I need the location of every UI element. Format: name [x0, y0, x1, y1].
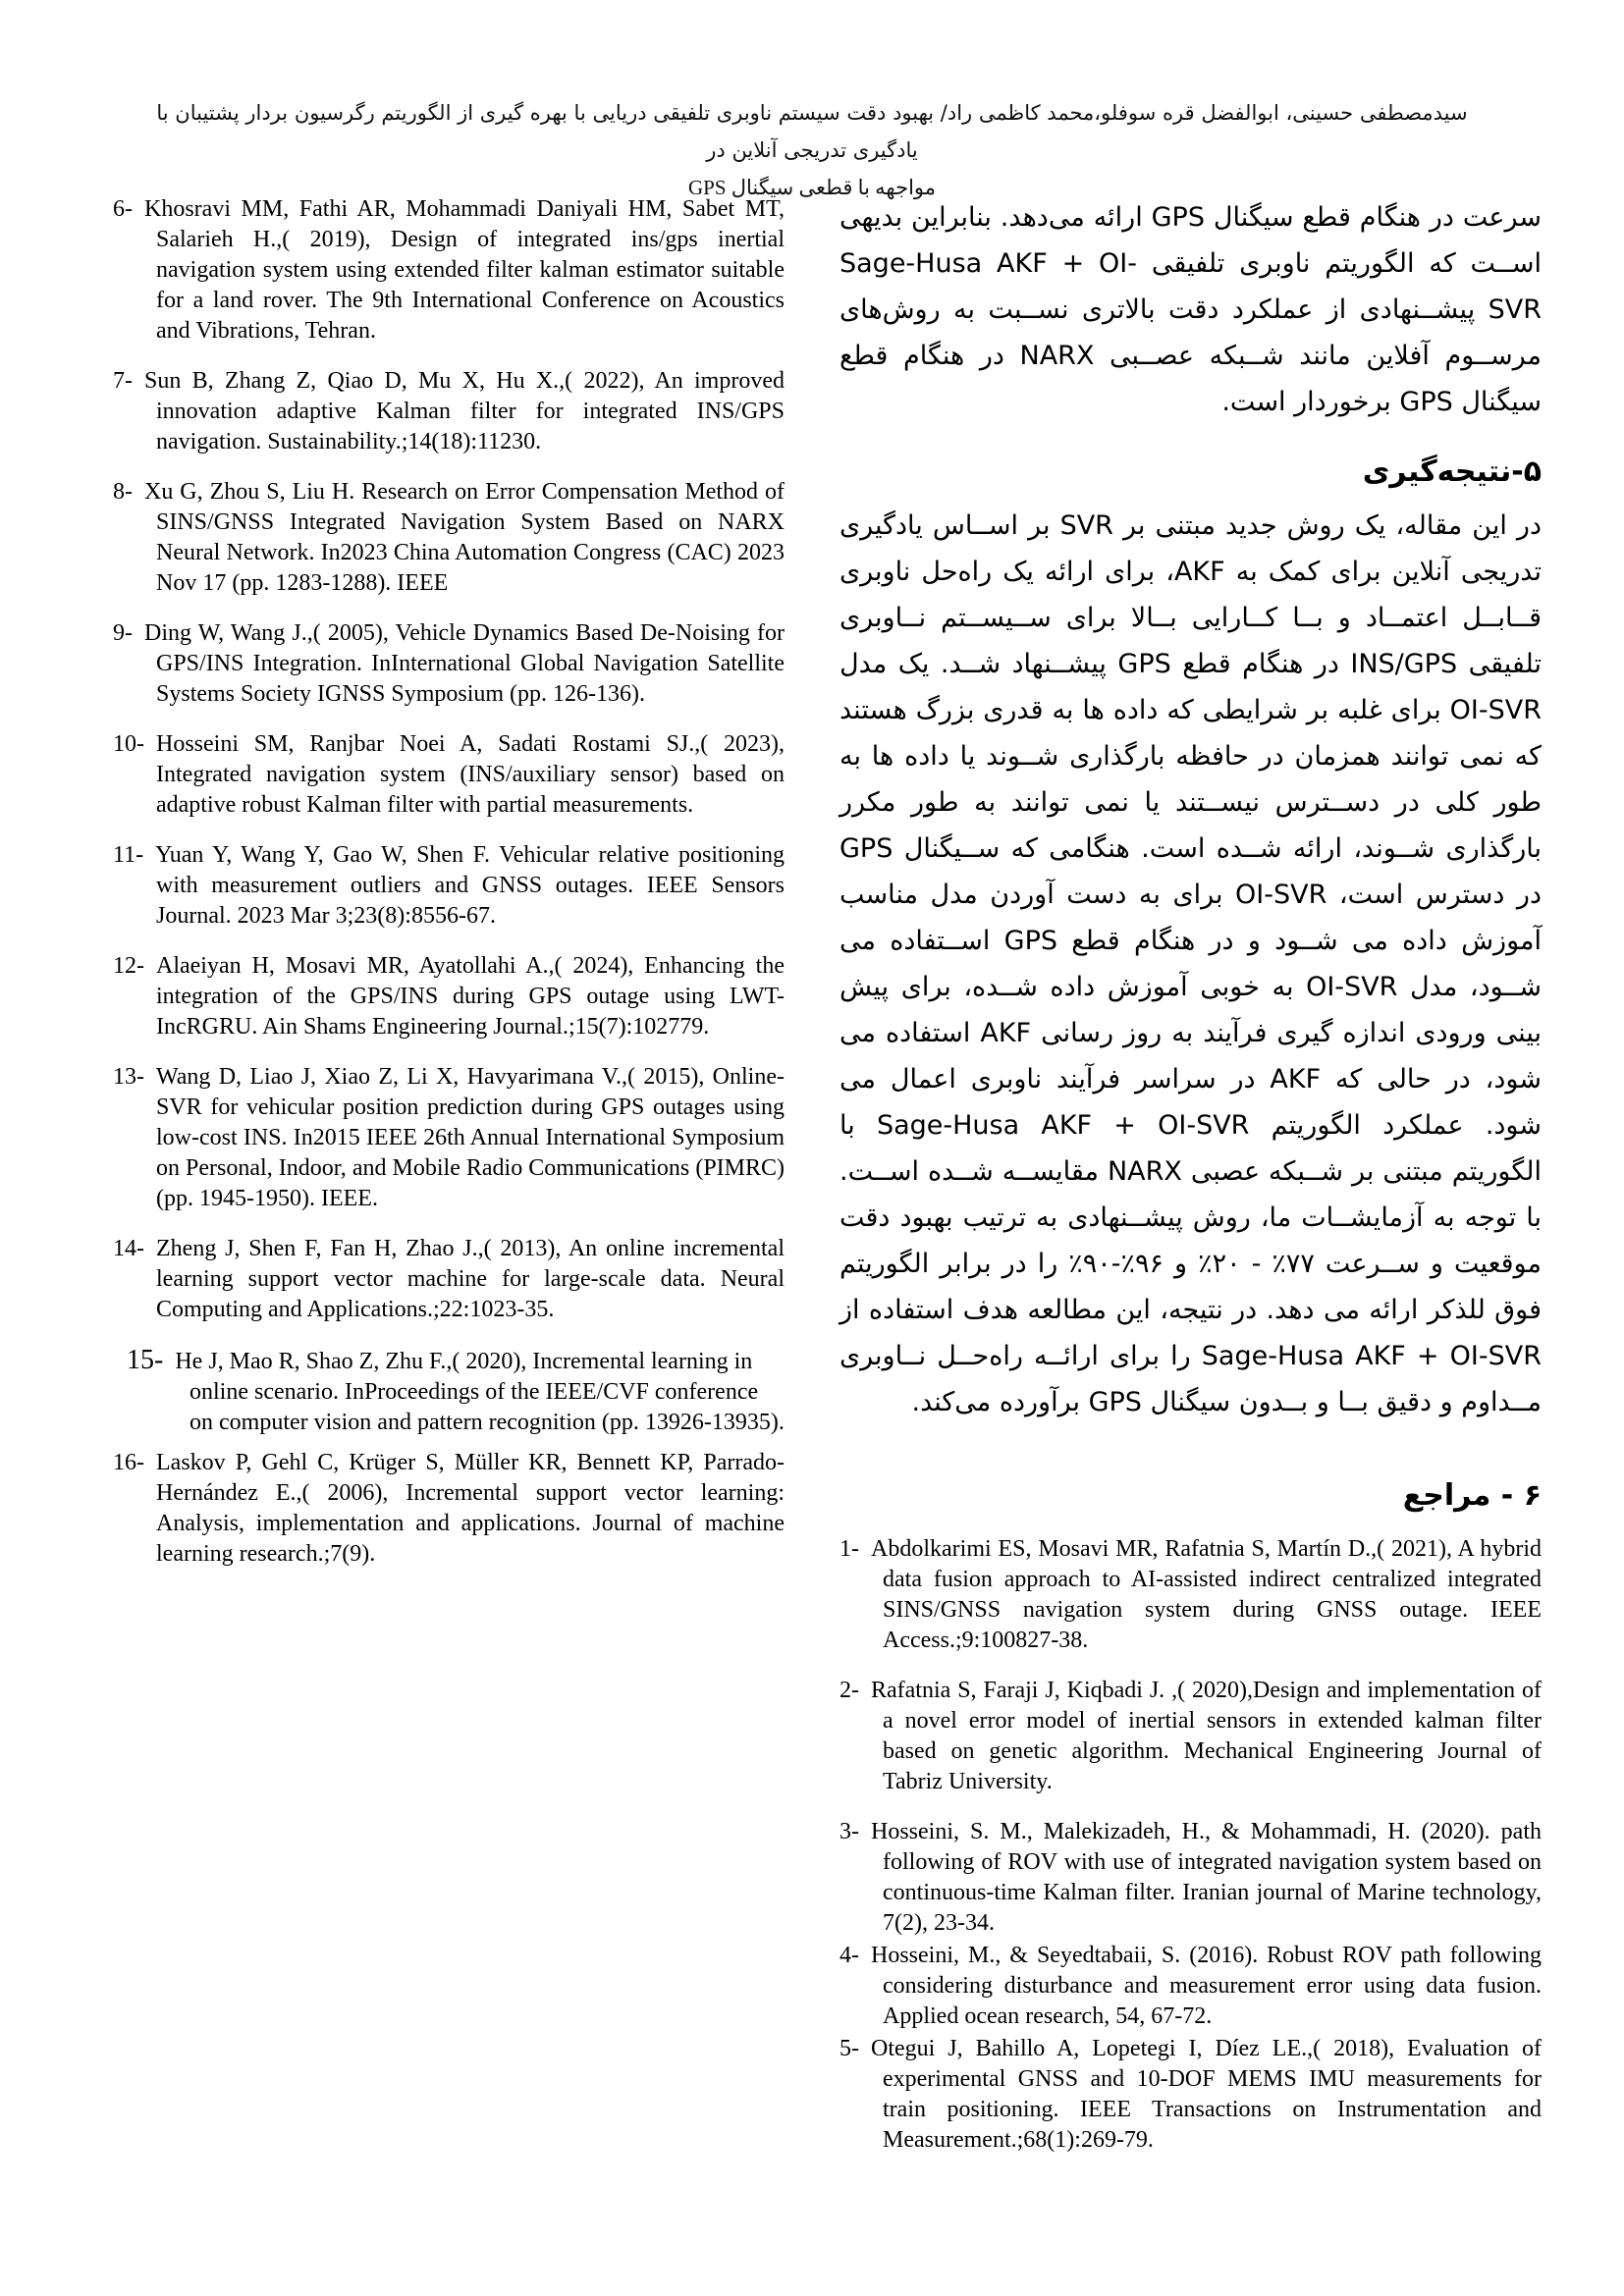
reference-item-12: [113, 951, 785, 1042]
reference-text: Rafatnia S, Faraji J, Kiqbadi J. ,( 2020),Design and implementation of a novel error model of inertial sensors in extended kalman filter based on genetic algorithm. Mechanical Engineering Journal of Tabriz University.: [871, 1678, 1542, 1794]
reference-number: 6-: [113, 196, 133, 222]
reference-text: He J, Mao R, Shao Z, Zhu F.,( 2020), Incremental learning in online scenario. InProceedings of the IEEE/CVF conference on computer vision and pattern recognition (pp. 13926-13935).: [175, 1349, 785, 1435]
reference-text: Sun B, Zhang Z, Qiao D, Mu X, Hu X.,( 2022), An improved innovation adaptive Kalman filter for integrated INS/GPS navigation. Sustainability.;14(18):11230.: [144, 368, 785, 454]
reference-item-1: [839, 1534, 1542, 1656]
reference-item-16: [113, 1448, 785, 1570]
reference-number: 3-: [839, 1819, 859, 1844]
reference-text: Hosseini, M., & Seyedtabaii, S. (2016). Robust ROV path following considering disturbance and measurement error using data fusion. Applied ocean research, 54, 67-72.: [871, 1943, 1542, 2029]
section-heading-conclusion: ۵-نتیجه‌گیری: [1362, 454, 1542, 489]
reference-item-3: [839, 1817, 1542, 1939]
reference-number: 12-: [113, 953, 144, 979]
reference-item-2: [839, 1676, 1542, 1797]
running-header: [128, 94, 1496, 206]
reference-number: 10-: [113, 731, 144, 757]
reference-number: 14-: [113, 1236, 144, 1261]
main-column-right: [839, 194, 1542, 2158]
reference-item-7: [113, 366, 785, 457]
reference-number: 15-: [127, 1345, 164, 1375]
reference-item-11: [113, 840, 785, 932]
reference-text: Khosravi MM, Fathi AR, Mohammadi Daniyali HM, Sabet MT, Salarieh H.,( 2019), Design of integrated ins/gps inertial navigation system using extended filter kalman estimator suitable for a land rover. The 9th International Conference on Acoustics and Vibrations, Tehran.: [144, 196, 785, 344]
references-column-right: [839, 1534, 1542, 2156]
conclusion-body-paragraph: در این مقاله، یک روش جدید مبتنی بر SVR بر اســاس یادگیری تدریجی آنلاین برای کمک به AKF، برای ارائه یک راه‌حل ناوبری قــابــل اعتمــاد و بــا کــارایی بــالا برای ســیســتم نــاوبری تلفیقی INS/GPS در هنگام قطع GPS پیشــنهاد شــد. یک مدل OI-SVR برای غلبه بر شرایطی که داده ها به قدری بزرگ هستند که نمی توانند همزمان در حافظه بارگذاری شــوند یا داده ها به طور کلی در دســترس نیســتند یا نمی توانند به طور مکرر بارگذاری شــوند، ارائه شــده است. هنگامی که ســیگنال GPS در دسترس است، OI-SVR برای به دست آوردن مدل مناسب آموزش داده می شــود و در هنگام قطع GPS اســتفاده می شــود، مدل OI-SVR به خوبی آموزش داده شــده، برای پیش بینی ورودی اندازه گیری فرآیند به روز رسانی AKF استفاده می شود، در حالی که AKF در سراسر فرآیند ناوبری اعمال می شود. عملکرد الگوریتم Sage-Husa AKF + OI-SVR با الگوریتم مبتنی بر شــبکه عصبی NARX مقایســه شــده اســت. با توجه به آزمایشــات ما، روش پیشــنهادی به ترتیب بهبود دقت موقعیت و ســرعت ۷۷٪ - ۲۰٪ و ۹۶٪-۹۰٪ را در برابر الگوریتم فوق للذکر ارائه می دهد. در نتیجه، این مطالعه هدف استفاده از Sage-Husa AKF + OI-SVR را برای ارائــه راه‌حــل نــاوبری مــداوم و دقیق بــا و بــدون سیگنال GPS برآورده می‌کند.: [839, 510, 1543, 1417]
reference-text: Alaeiyan H, Mosavi MR, Ayatollahi A.,( 2024), Enhancing the integration of the GPS/INS during GPS outage using LWT-IncRGRU. Ain Shams Engineering Journal.;15(7):102779.: [156, 953, 785, 1040]
reference-number: 9-: [113, 620, 133, 646]
reference-number: 1-: [839, 1536, 859, 1562]
reference-text: Wang D, Liao J, Xiao Z, Li X, Havyarimana V.,( 2015), Online-SVR for vehicular position prediction during GPS outages using low-cost INS. In2015 IEEE 26th Annual International Symposium on Personal, Indoor, and Mobile Radio Communications (PIMRC) (pp. 1945-1950). IEEE.: [156, 1064, 785, 1211]
reference-number: 4-: [839, 1943, 859, 1968]
reference-number: 16-: [113, 1450, 144, 1475]
reference-item-15: [127, 1345, 785, 1438]
section-heading-references: ۶ - مراجع: [1402, 1478, 1542, 1513]
reference-text: Laskov P, Gehl C, Krüger S, Müller KR, Bennett KP, Parrado-Hernández E.,( 2006), Incremental support vector learning: Analysis, implementation and applications. Journal of machine learning research.;7(9).: [156, 1450, 785, 1567]
reference-item-14: [113, 1234, 785, 1325]
reference-number: 2-: [839, 1678, 859, 1703]
reference-text: Otegui J, Bahillo A, Lopetegi I, Díez LE.,( 2018), Evaluation of experimental GNSS and 10-DOF MEMS IMU measurements for train positioning. IEEE Transactions on Instrumentation and Measurement.;68(1):269-79.: [871, 2036, 1542, 2153]
running-header-line1: سیدمصطفی حسینی، ابوالفضل قره سوفلو،محمد کاظمی راد/ بهبود دقت سیستم ناوبری تلفیقی دریایی با بهره گیری از الگوریتم رگرسیون بردار پشتیبان با یادگیری تدریجی آنلاین در: [156, 101, 1468, 162]
two-column-body: [113, 194, 1542, 2158]
reference-item-13: [113, 1062, 785, 1214]
reference-number: 5-: [839, 2036, 859, 2061]
reference-item-4: [839, 1941, 1542, 2032]
reference-text: Abdolkarimi ES, Mosavi MR, Rafatnia S, Martín D.,( 2021), A hybrid data fusion approach to AI-assisted indirect centralized integrated SINS/GNSS navigation system during GNSS outage. IEEE Access.;9:100827-38.: [871, 1536, 1542, 1653]
reference-item-8: [113, 477, 785, 599]
references-column-left: [113, 194, 785, 1589]
reference-text: Ding W, Wang J.,( 2005), Vehicle Dynamics Based De-Noising for GPS/INS Integration. InInternational Global Navigation Satellite Systems Society IGNSS Symposium (pp. 126-136).: [144, 620, 785, 707]
reference-item-5: [839, 2034, 1542, 2156]
reference-number: 8-: [113, 479, 133, 505]
reference-text: Hosseini, S. M., Malekizadeh, H., & Mohammadi, H. (2020). path following of ROV with use of integrated navigation system based on continuous-time Kalman filter. Iranian journal of Marine technology, 7(2), 23-34.: [871, 1819, 1542, 1936]
reference-item-6: [113, 194, 785, 347]
running-header-line2: مواجهه با قطعی سیگنال GPS: [687, 176, 937, 199]
reference-text: Hosseini SM, Ranjbar Noei A, Sadati Rostami SJ.,( 2023), Integrated navigation system (INS/auxiliary sensor) based on adaptive robust Kalman filter with partial measurements.: [156, 731, 785, 818]
reference-text: Yuan Y, Wang Y, Gao W, Shen F. Vehicular relative positioning with measurement outliers and GNSS outages. IEEE Sensors Journal. 2023 Mar 3;23(8):8556-67.: [155, 842, 785, 929]
reference-item-9: [113, 618, 785, 710]
reference-item-10: [113, 729, 785, 821]
reference-number: 7-: [113, 368, 133, 394]
reference-number: 11-: [113, 842, 144, 868]
reference-text: Xu G, Zhou S, Liu H. Research on Error Compensation Method of SINS/GNSS Integrated Navigation System Based on NARX Neural Network. In2023 China Automation Congress (CAC) 2023 Nov 17 (pp. 1283-1288). IEEE: [144, 479, 785, 596]
conclusion-intro-paragraph: سرعت در هنگام قطع سیگنال GPS ارائه می‌دهد. بنابراین بدیهی اســت که الگوریتم ناوبری تلفیقی Sage-Husa AKF + OI-SVR پیشــنهادی از عملکرد دقت بالاتری نســبت به روش‌های مرســوم آفلاین مانند شــبکه عصــبی NARX در هنگام قطع سیگنال GPS برخوردار است.: [839, 202, 1542, 417]
reference-number: 13-: [113, 1064, 144, 1090]
reference-text: Zheng J, Shen F, Fan H, Zhao J.,( 2013), An online incremental learning support vector machine for large-scale data. Neural Computing and Applications.;22:1023-35.: [156, 1236, 785, 1322]
